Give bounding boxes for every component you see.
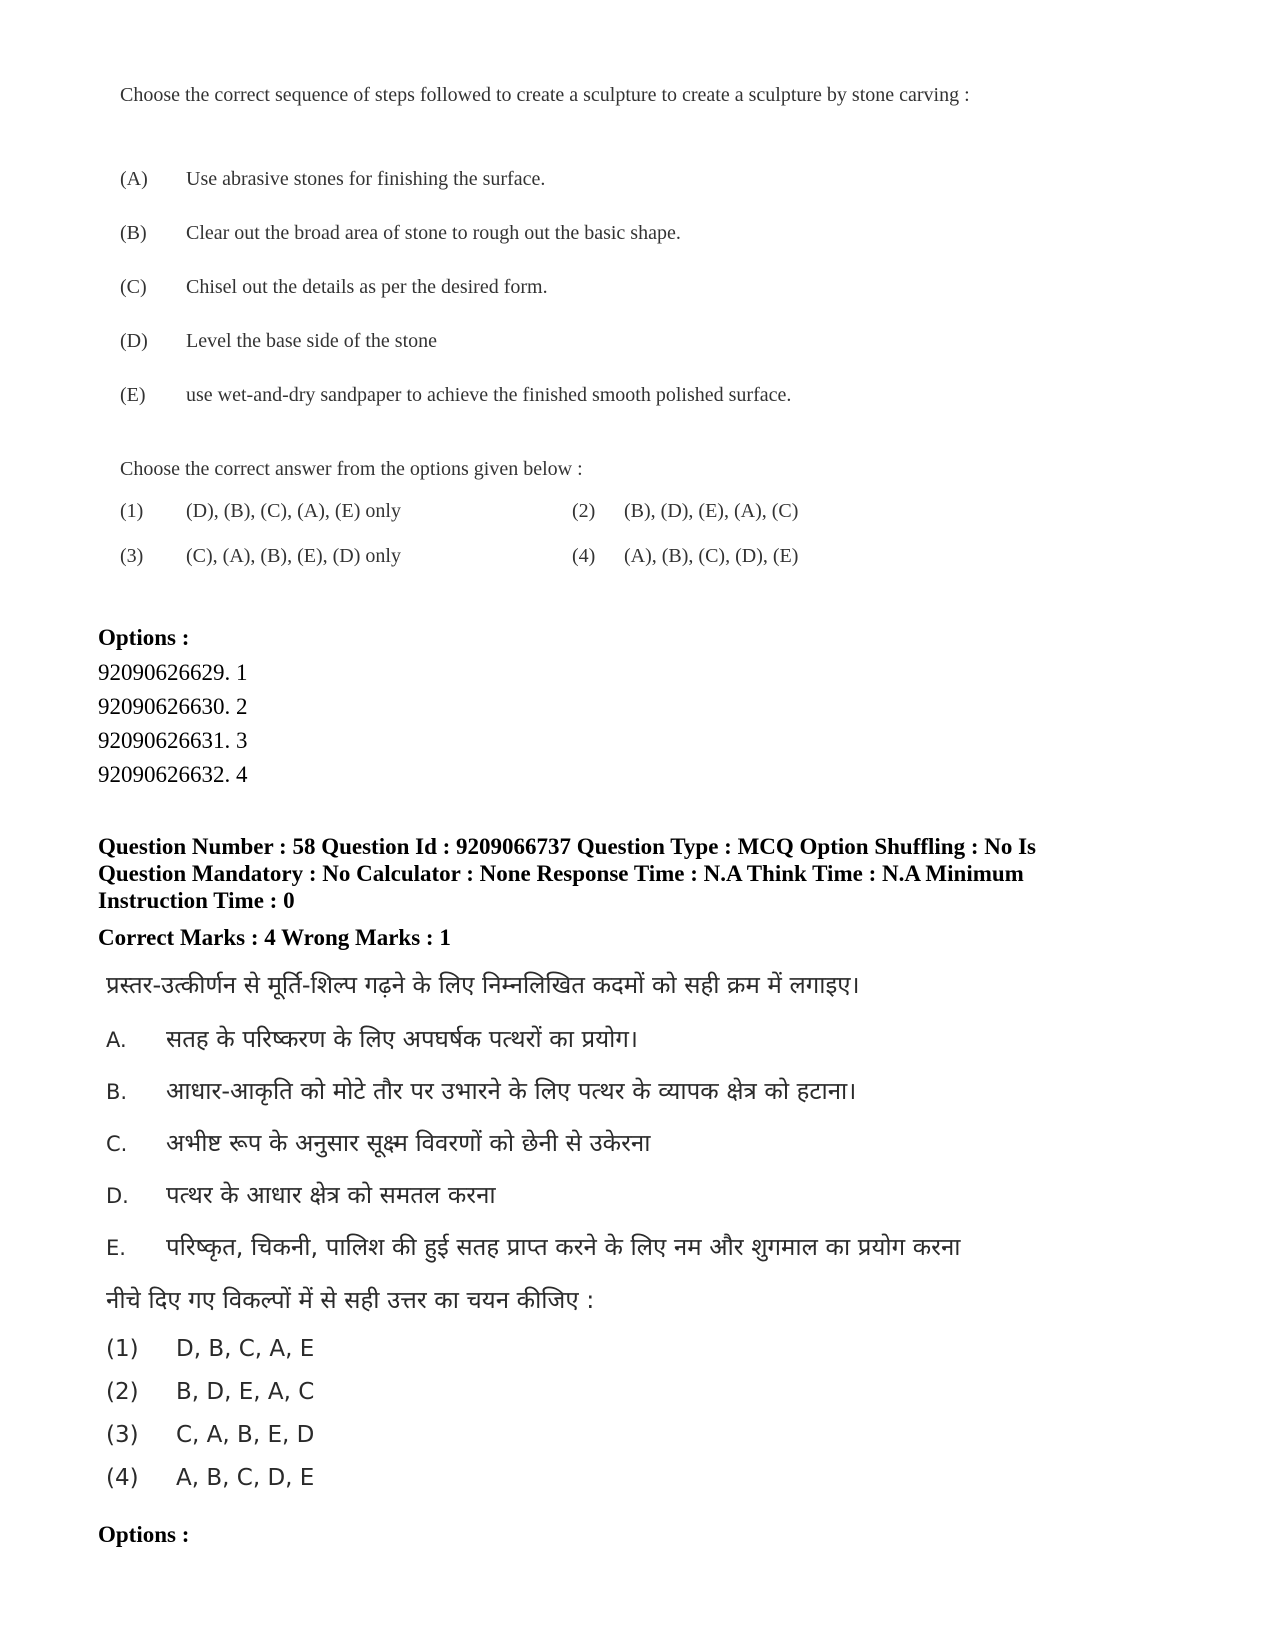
- option-text: B, D, E, A, C: [176, 1379, 315, 1405]
- question-image-english: [96, 60, 1076, 620]
- item-label: (D): [120, 330, 148, 352]
- hindi-item-c: [106, 1126, 650, 1159]
- question-intro: Choose the correct sequence of steps followed to create a sculpture to create a sculpture by stone carving :: [120, 84, 970, 106]
- item-label: E.: [106, 1236, 126, 1260]
- option-number: (2): [572, 500, 596, 522]
- item-label: (B): [120, 222, 147, 244]
- item-text: सतह के परिष्करण के लिए अपघर्षक पत्थरों का प्रयोग।: [166, 1025, 638, 1053]
- meta-line: Question Number : 58 Question Id : 9209066737 Question Type : MCQ Option Shuffling : No Is: [98, 834, 1037, 859]
- hindi-item-b: [106, 1074, 856, 1107]
- question-meta: [98, 833, 1098, 914]
- answer-option-3: [120, 545, 401, 568]
- hindi-question-intro: प्रस्तर-उत्कीर्णन से मूर्ति-शिल्प गढ़ने के लिए निम्नलिखित कदमों को सही क्रम में लगाइए।: [106, 971, 860, 999]
- option-number: (2): [106, 1379, 139, 1405]
- item-label: B.: [106, 1080, 128, 1104]
- item-label: (E): [120, 384, 146, 406]
- meta-line: Question Mandatory : No Calculator : None Response Time : N.A Think Time : N.A Minimum: [98, 861, 1024, 886]
- hindi-answer-option-3: [106, 1422, 314, 1448]
- answer-option-1: [120, 500, 401, 523]
- question-item-d: [120, 330, 437, 353]
- item-text: Chisel out the details as per the desired form.: [186, 276, 548, 298]
- item-text: परिष्कृत, चिकनी, पालिश की हुई सतह प्राप्त करने के लिए नम और शुगमाल का प्रयोग करना: [166, 1233, 961, 1261]
- marks-info: Correct Marks : 4 Wrong Marks : 1: [98, 925, 451, 950]
- option-text: (A), (B), (C), (D), (E): [624, 545, 799, 567]
- option-number: (4): [572, 545, 596, 567]
- hindi-answer-option-2: [106, 1379, 314, 1405]
- option-id-line: 92090626630. 2: [98, 694, 248, 719]
- answer-option-4: [572, 545, 798, 568]
- option-id-line: 92090626629. 1: [98, 660, 248, 685]
- item-label: A.: [106, 1028, 127, 1052]
- option-text: (C), (A), (B), (E), (D) only: [186, 545, 401, 567]
- answer-option-2: [572, 500, 798, 523]
- option-id-line: 92090626631. 3: [98, 728, 248, 753]
- option-number: (3): [106, 1422, 139, 1448]
- item-text: Level the base side of the stone: [186, 330, 438, 352]
- option-number: (3): [120, 545, 144, 567]
- question-item-b: [120, 222, 681, 245]
- item-text: use wet-and-dry sandpaper to achieve the finished smooth polished surface.: [186, 384, 792, 406]
- hindi-answer-option-1: [106, 1336, 314, 1362]
- option-text: C, A, B, E, D: [176, 1422, 315, 1448]
- option-text: A, B, C, D, E: [176, 1465, 315, 1491]
- option-number: (4): [106, 1465, 139, 1491]
- option-number: (1): [120, 500, 144, 522]
- hindi-item-e: [106, 1230, 961, 1263]
- question-item-c: [120, 276, 548, 299]
- hindi-choose-instruction: नीचे दिए गए विकल्पों में से सही उत्तर का चयन कीजिए :: [106, 1286, 595, 1314]
- option-id-line: 92090626632. 4: [98, 762, 248, 787]
- item-text: Clear out the broad area of stone to rough out the basic shape.: [186, 222, 681, 244]
- question-image-hindi: [106, 968, 1066, 1518]
- item-label: (A): [120, 168, 148, 190]
- options-heading: Options :: [98, 625, 190, 650]
- item-label: (C): [120, 276, 147, 298]
- hindi-answer-option-4: [106, 1465, 314, 1491]
- question-item-e: [120, 384, 791, 407]
- item-text: अभीष्ट रूप के अनुसार सूक्ष्म विवरणों को छेनी से उकेरना: [166, 1129, 651, 1157]
- option-text: (D), (B), (C), (A), (E) only: [186, 500, 401, 522]
- item-label: D.: [106, 1184, 129, 1208]
- item-text: Use abrasive stones for finishing the surface.: [186, 168, 546, 190]
- meta-line: Instruction Time : 0: [98, 888, 295, 913]
- item-label: C.: [106, 1132, 128, 1156]
- options-heading-2: Options :: [98, 1522, 190, 1547]
- hindi-item-d: [106, 1178, 496, 1211]
- hindi-item-a: [106, 1022, 638, 1055]
- item-text: आधार-आकृति को मोटे तौर पर उभारने के लिए पत्थर के व्यापक क्षेत्र को हटाना।: [166, 1077, 857, 1105]
- option-text: D, B, C, A, E: [176, 1336, 315, 1362]
- choose-instruction: Choose the correct answer from the options given below :: [120, 458, 583, 480]
- option-number: (1): [106, 1336, 139, 1362]
- item-text: पत्थर के आधार क्षेत्र को समतल करना: [166, 1181, 496, 1209]
- option-text: (B), (D), (E), (A), (C): [624, 500, 799, 522]
- question-item-a: [120, 168, 545, 191]
